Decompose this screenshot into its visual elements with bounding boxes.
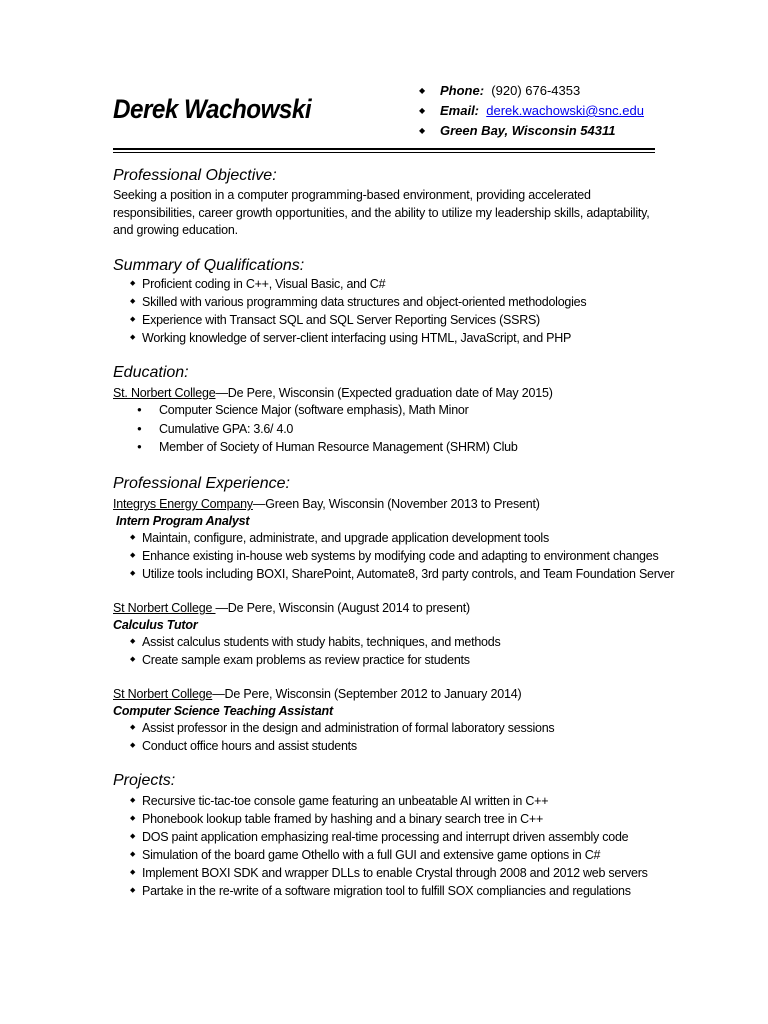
objective-line: responsibilities, career growth opportunities, and the ability to utilize my leadership skills, adaptability, (113, 206, 650, 220)
list-item: ◆ Maintain, configure, administrate, and upgrade application development tools (130, 529, 674, 547)
email-link[interactable]: derek.wachowski@snc.edu (486, 103, 644, 118)
list-item: ◆ Utilize tools including BOXI, SharePoint, Automate8, 3rd party controls, and Team Foundation Server (130, 565, 674, 583)
list-item: ● Computer Science Major (software emphasis), Math Minor (137, 401, 518, 420)
list-item: ◆ Implement BOXI SDK and wrapper DLLs to enable Crystal through 2008 and 2012 web servers (130, 864, 648, 882)
employer-name: St Norbert College (113, 601, 216, 615)
objective-line: Seeking a position in a computer programming-based environment, providing accelerated (113, 188, 591, 202)
list-item: ◆ Phonebook lookup table framed by hashing and a binary search tree in C++ (130, 810, 648, 828)
projects-list (130, 792, 648, 900)
list-item: ◆ Conduct office hours and assist students (130, 737, 554, 755)
school-name: St. Norbert College (113, 386, 216, 400)
school-details: —De Pere, Wisconsin (Expected graduation date of May 2015) (215, 386, 553, 400)
qualifications-heading: Summary of Qualifications: (113, 257, 305, 274)
contact-phone (419, 82, 644, 102)
employer-details: —De Pere, Wisconsin (August 2014 to present) (215, 601, 471, 615)
list-item: ◆ Proficient coding in C++, Visual Basic, and C# (130, 275, 586, 293)
contact-email (419, 102, 644, 122)
list-item: ◆ Working knowledge of server-client interfacing using HTML, JavaScript, and PHP (130, 329, 586, 347)
list-item: ● Cumulative GPA: 3.6/ 4.0 (137, 420, 518, 439)
projects-heading: Projects: (113, 772, 176, 789)
job-duties-list (130, 633, 500, 669)
education-school-line (113, 385, 553, 402)
list-item: ◆ Assist professor in the design and administration of formal laboratory sessions (130, 719, 554, 737)
header-rule-thick (113, 148, 655, 150)
job-employer-line (113, 496, 540, 513)
employer-details: —Green Bay, Wisconsin (November 2013 to Present) (252, 497, 540, 511)
objective-heading: Professional Objective: (113, 167, 277, 184)
list-item: ◆ Recursive tic-tac-toe console game featuring an unbeatable AI written in C++ (130, 792, 648, 810)
contact-list (419, 82, 644, 142)
employer-name: Integrys Energy Company (113, 497, 253, 511)
phone-label: Phone: (440, 83, 485, 98)
list-item: ◆ Simulation of the board game Othello with a full GUI and extensive game options in C# (130, 846, 648, 864)
email-label: Email: (440, 103, 480, 118)
list-item: ◆ Skilled with various programming data structures and object-oriented methodologies (130, 293, 586, 311)
job-duties-list (130, 719, 554, 755)
list-item: ◆ Enhance existing in-house web systems by modifying code and adapting to environment changes (130, 547, 674, 565)
education-list (137, 401, 518, 457)
job-role: Calculus Tutor (113, 618, 198, 632)
candidate-name: Derek Wachowski (113, 94, 312, 124)
qualifications-list (130, 275, 586, 347)
header-rule-thin (113, 152, 655, 153)
list-item: ◆ DOS paint application emphasizing real-time processing and interrupt driven assembly code (130, 828, 648, 846)
objective-line: and growing education. (113, 223, 238, 237)
list-item: ◆ Create sample exam problems as review practice for students (130, 651, 500, 669)
list-item: ◆ Experience with Transact SQL and SQL Server Reporting Services (SSRS) (130, 311, 586, 329)
phone-value: (920) 676-4353 (491, 83, 581, 98)
job-role: Intern Program Analyst (116, 514, 250, 528)
job-role: Computer Science Teaching Assistant (113, 704, 333, 718)
experience-heading: Professional Experience: (113, 475, 290, 492)
list-item: ◆ Partake in the re-write of a software migration tool to fulfill SOX compliancies and regulations (130, 882, 648, 900)
list-item: ◆ Assist calculus students with study habits, techniques, and methods (130, 633, 500, 651)
contact-address (419, 122, 644, 142)
address: Green Bay, Wisconsin 54311 (440, 123, 616, 138)
employer-name: St Norbert College (113, 687, 213, 701)
education-heading: Education: (113, 364, 189, 381)
list-item: ● Member of Society of Human Resource Management (SHRM) Club (137, 438, 518, 457)
employer-details: —De Pere, Wisconsin (September 2012 to January 2014) (212, 687, 522, 701)
job-employer-line (113, 686, 521, 703)
job-duties-list (130, 529, 674, 583)
job-employer-line (113, 600, 470, 617)
